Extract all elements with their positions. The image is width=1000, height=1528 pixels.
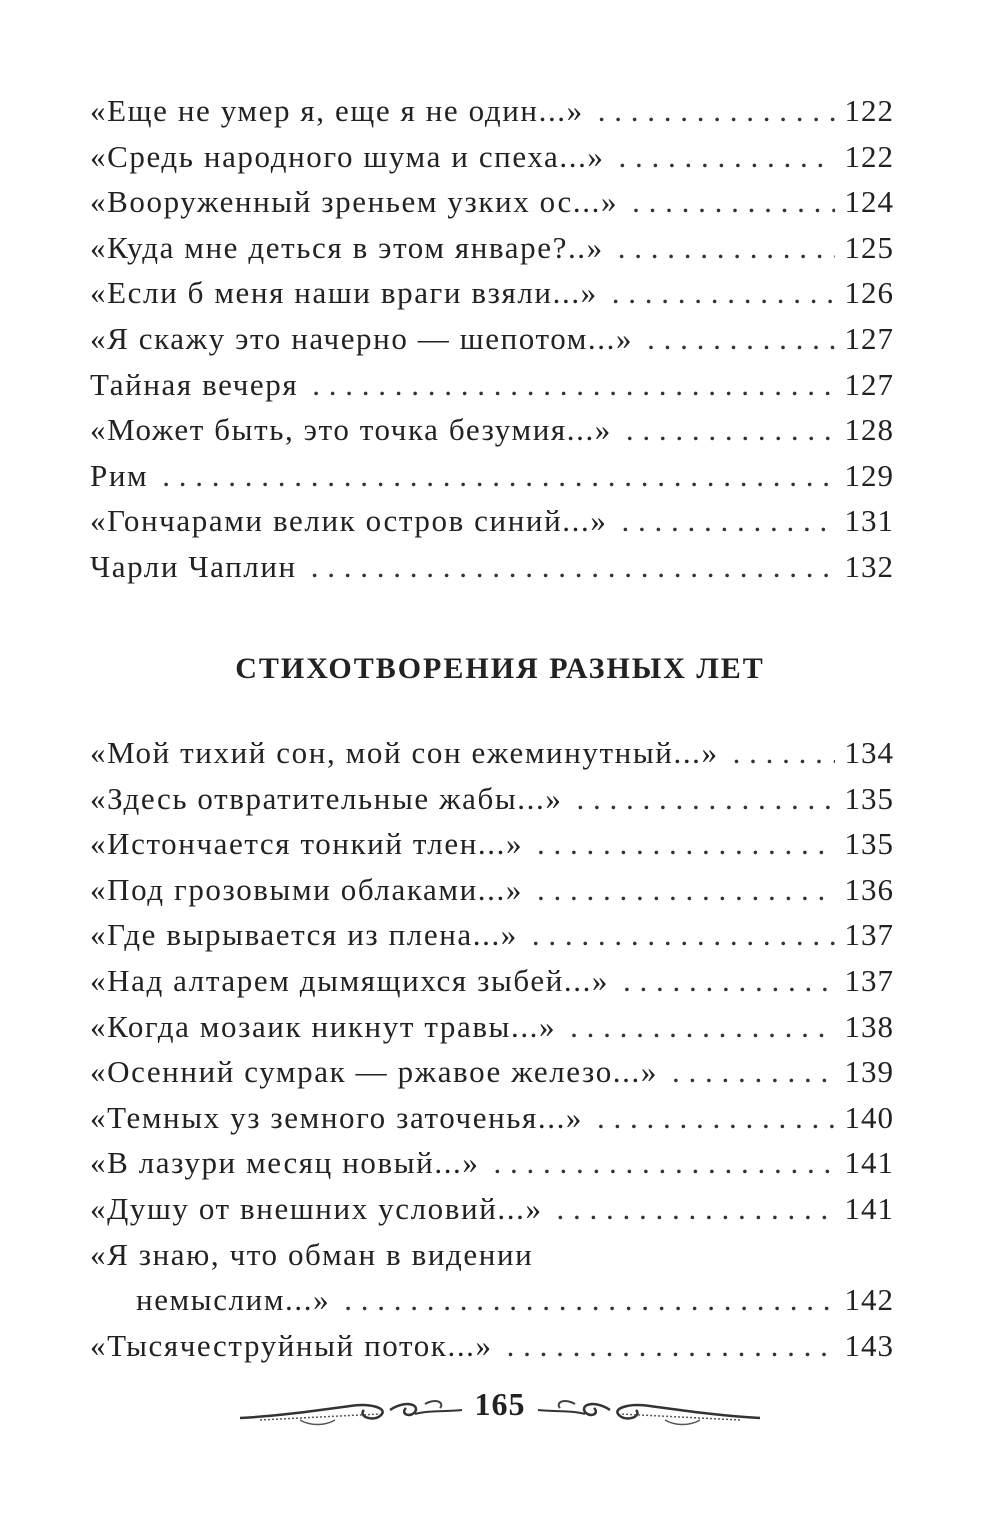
- toc-entry-title: «Гончарами велик остров синий...»: [90, 503, 608, 539]
- toc-entry-page: 135: [844, 826, 894, 862]
- right-flourish-ornament-icon: [530, 1380, 760, 1440]
- toc-entry-page: 127: [844, 366, 894, 402]
- toc-entry: [90, 1049, 894, 1095]
- toc-entry-page: 137: [844, 962, 894, 998]
- toc-entry-page: 127: [844, 320, 894, 356]
- toc-leader-dots: [619, 134, 835, 180]
- toc-entry: [90, 821, 894, 867]
- toc-entry-title: «Где вырывается из плена...»: [90, 917, 518, 953]
- toc-entry-page: 142: [844, 1282, 894, 1318]
- toc-leader-dots: [576, 776, 834, 822]
- toc-entry-title: «Темных уз земного заточенья...»: [90, 1099, 584, 1135]
- toc-entry: [90, 912, 894, 958]
- toc-entry-title: «Осенний сумрак — ржавое железо...»: [90, 1054, 658, 1090]
- toc-entry-title: Тайная вечеря: [90, 366, 299, 402]
- toc-entry-page: 125: [844, 229, 894, 265]
- toc-entry-title-line1: «Я знаю, что обман в видении: [90, 1236, 534, 1272]
- toc-leader-dots: [162, 453, 834, 499]
- toc-entry-page: 139: [844, 1054, 894, 1090]
- toc-leader-dots: [494, 1140, 835, 1186]
- toc-entry-page: 124: [844, 184, 894, 220]
- toc-entry-title: «Тысячеструйный поток...»: [90, 1327, 493, 1363]
- toc-entry-title: «Под грозовыми облаками...»: [90, 871, 523, 907]
- toc-entry-page: 136: [844, 871, 894, 907]
- toc-entry: [90, 134, 894, 180]
- toc-entry-title: «Над алтарем дымящихся зыбей...»: [90, 962, 610, 998]
- toc-entry-title: Рим: [90, 457, 149, 493]
- toc-leader-dots: [311, 544, 835, 590]
- toc-entry-page: 122: [844, 138, 894, 174]
- toc-entry: [90, 867, 894, 913]
- toc-entry: [90, 1140, 894, 1186]
- toc-leader-dots: [733, 730, 835, 776]
- toc-entry-title: «В лазури месяц новый...»: [90, 1145, 480, 1181]
- toc-leader-dots: [612, 270, 835, 316]
- toc-entry-title: «Если б меня наши враги взяли...»: [90, 275, 598, 311]
- toc-entry: [90, 1186, 894, 1232]
- toc-entry: [90, 1095, 894, 1141]
- toc-leader-dots: [537, 821, 834, 867]
- toc-entry-page: 126: [844, 275, 894, 311]
- toc-entry: [90, 179, 894, 225]
- toc-entry-title: «Душу от внешних условий...»: [90, 1190, 543, 1226]
- toc-leader-dots: [312, 362, 834, 408]
- toc-entry-page: 138: [844, 1008, 894, 1044]
- toc-leader-dots: [570, 1004, 834, 1050]
- toc-entry-page: 128: [844, 412, 894, 448]
- toc-entry-page: 134: [844, 735, 894, 770]
- toc-leader-dots: [507, 1323, 835, 1369]
- toc-list-part2: [90, 730, 894, 1368]
- toc-entry-title: «Я скажу это начерно — шепотом...»: [90, 320, 634, 356]
- toc-leader-dots: [647, 316, 834, 362]
- toc-entry-page: 135: [844, 780, 894, 816]
- toc-entry-page: 131: [844, 503, 894, 539]
- page-number: 165: [474, 1386, 526, 1422]
- toc-entry-title: «Истончается тонкий тлен...»: [90, 826, 524, 862]
- toc-entry-page: 129: [844, 457, 894, 493]
- toc-entry-page: 140: [844, 1099, 894, 1135]
- toc-entry-title: «Здесь отвратительные жабы...»: [90, 780, 563, 816]
- toc-entry-title: «Средь народного шума и спеха...»: [90, 138, 605, 174]
- toc-entry: [90, 362, 894, 408]
- toc-entry-title: «Куда мне деться в этом январе?..»: [90, 229, 604, 265]
- toc-entry-title: «Вооруженный зреньем узких ос...»: [90, 184, 619, 220]
- toc-entry-page: 143: [844, 1327, 894, 1363]
- toc-leader-dots: [557, 1186, 835, 1232]
- toc-entry-page: 141: [844, 1145, 894, 1181]
- toc-leader-dots: [632, 179, 834, 225]
- toc-entry-title: Чарли Чаплин: [90, 548, 297, 584]
- toc-entry-line2: [90, 1277, 894, 1323]
- toc-entry: [90, 1004, 894, 1050]
- toc-leader-dots: [532, 912, 835, 958]
- toc-entry: [90, 407, 894, 453]
- toc-leader-dots: [537, 867, 835, 913]
- toc-entry: [90, 453, 894, 499]
- toc-entry-title: «Может быть, это точка безумия...»: [90, 412, 612, 448]
- toc-entry: [90, 225, 894, 271]
- toc-entry: [90, 730, 894, 776]
- toc-leader-dots: [672, 1049, 835, 1095]
- toc-entry-page: 137: [844, 917, 894, 953]
- section-heading: СТИХОТВОРЕНИЯ РАЗНЫХ ЛЕТ: [235, 652, 765, 685]
- toc-entry: [90, 544, 894, 590]
- toc-list-part1: [90, 88, 894, 590]
- toc-entry-page: 141: [844, 1190, 894, 1226]
- toc-entry: [90, 88, 894, 134]
- toc-entry-title: «Когда мозаик никнут травы...»: [90, 1008, 557, 1044]
- toc-entry-multiline: [90, 1232, 894, 1323]
- toc-leader-dots: [618, 225, 835, 271]
- toc-entry: [90, 776, 894, 822]
- toc-entry-title-line2: немыслим...»: [136, 1282, 331, 1318]
- toc-entry-title: «Мой тихий сон, мой сон ежеминутный...»: [90, 735, 719, 770]
- page-footer: [240, 1380, 760, 1440]
- toc-leader-dots: [344, 1277, 834, 1323]
- toc-leader-dots: [623, 958, 834, 1004]
- toc-entry: [90, 1323, 894, 1369]
- toc-leader-dots: [598, 88, 835, 134]
- toc-entry-page: 122: [844, 93, 894, 128]
- toc-entry: [90, 958, 894, 1004]
- toc-entry: [90, 498, 894, 544]
- toc-leader-dots: [597, 1095, 834, 1141]
- toc-entry: [90, 270, 894, 316]
- toc-leader-dots: [621, 498, 834, 544]
- toc-leader-dots: [626, 407, 835, 453]
- toc-entry-title: «Еще не умер я, еще я не один...»: [90, 93, 584, 128]
- toc-entry-page: 132: [844, 548, 894, 584]
- toc-entry: [90, 316, 894, 362]
